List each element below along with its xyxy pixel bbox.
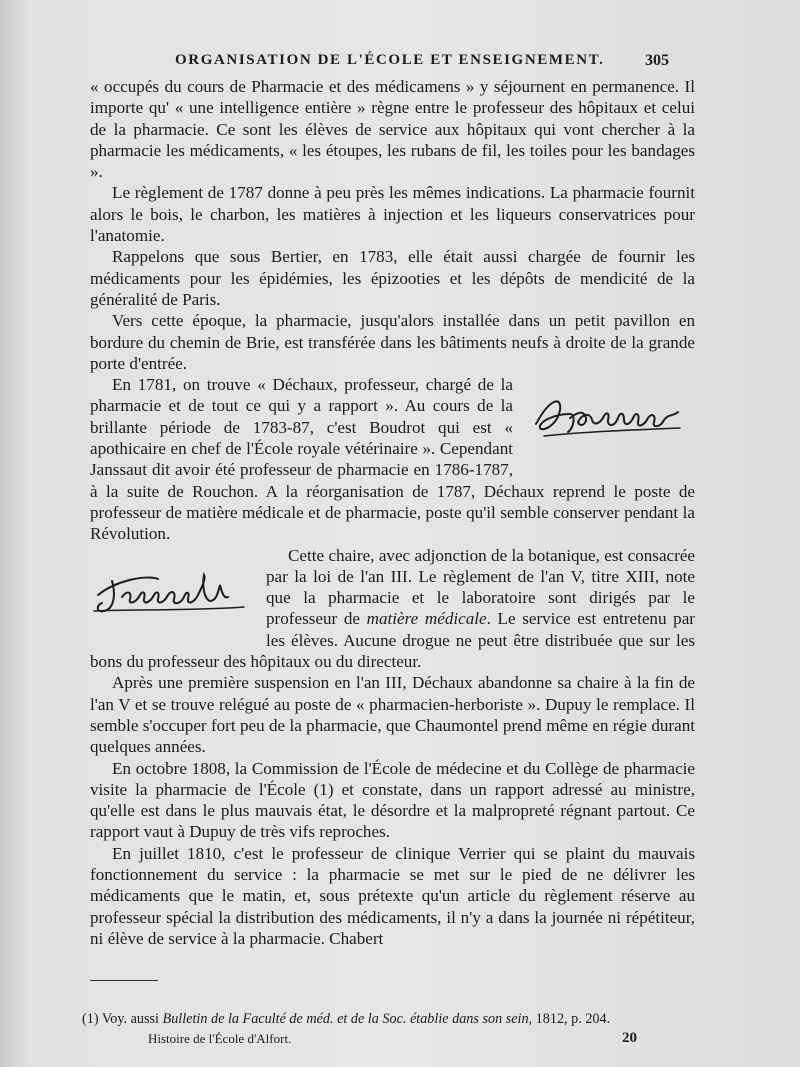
paragraph-8: En octobre 1808, la Commission de l'École de médecine et du Collège de pharmacie visite la pharmacie de l'École (1) et constate, dans un rapport adressé au ministre, qu'elle est dans le plus mauvais état, le désordre et la malpropreté régnant partout. Ce rapport vaut à Dupuy de très vifs reproches. <box>90 758 695 842</box>
dechaux-signature-image <box>530 388 690 448</box>
footnote-lead: Voy. aussi <box>101 1011 159 1027</box>
paragraph-3: Rappelons que sous Bertier, en 1783, elle était aussi chargée de fournir les médicaments pour les épidémies, les épizooties et les dépôts de mendicité de la généralité de Paris. <box>90 247 695 309</box>
paragraph-7: Après une première suspension en l'an III, Déchaux abandonne sa chaire à la fin de l'an V et se trouve relégué au poste de « pharmacien-herboriste ». Dupuy le remplace. Il semble s'occuper fort peu de la pharmacie, que Chaumontel prend même en régie durant quelques années. <box>90 673 695 757</box>
janssaut-signature <box>84 551 252 635</box>
footnote-rule <box>90 980 158 981</box>
paragraph-6-text-b: . Le service est entretenu par les élèves. Aucune drogue ne peut être distribuée que sur les bons du professeur des hôpitaux ou du directeur. <box>90 609 695 672</box>
body-text <box>90 76 695 949</box>
paragraph-6-italic: matière médicale <box>366 609 487 629</box>
running-head: ORGANISATION DE L'ÉCOLE ET ENSEIGNEMENT. <box>175 52 605 68</box>
sheet-number: 20 <box>622 1030 637 1046</box>
paragraph-6-text-a: Cette chaire, avec adjonction de la botanique, est consacrée par la loi de l'an III. Le règlement de l'an V, titre XIII, note que la pharmacie et le laboratoire sont dirigés par le professeur de <box>266 545 695 629</box>
footnote <box>82 1010 694 1028</box>
book-title-signature: Histoire de l'École d'Alfort. <box>148 1031 292 1046</box>
page-header <box>0 52 800 76</box>
paragraph-5: En 1781, on trouve « Déchaux, professeur, chargé de la pharmacie et de tout ce qui y a rapport ». Au cours de la brillante période de 1783-87, c'est Boudrot qui est « apothicaire en chef de l'École royale vétérinaire ». Cependant Janssaut dit avoir été professeur de pharmacie en 1786-1787, à la suite de Rouchon. A la réorganisation de 1787, Déchaux reprend le poste de professeur de matière médicale et de pharmacie, poste qu'il semble conserver pendant la Révolution. <box>90 375 695 544</box>
paragraph-1: « occupés du cours de Pharmacie et des médicamens » y séjournent en permanence. Il importe qu' « une intelligence entière » règne entre le professeur des hôpitaux et celui de la pharmacie. Ce sont les élèves de service aux hôpitaux qui vont chercher à la pharmacie les médicaments, « les étoupes, les rubans de fil, les toiles pour les bandages ». <box>90 77 695 182</box>
footnote-citation: Bulletin de la Faculté de méd. et de la Soc. établie dans son sein <box>162 1011 529 1027</box>
paragraph-2: Le règlement de 1787 donne à peu près les mêmes indications. La pharmacie fournit alors le bois, le charbon, les matières à injection et les liqueurs conservatrices pour l'anatomie. <box>90 183 695 246</box>
paragraph-9: En juillet 1810, c'est le professeur de clinique Verrier qui se plaint du mauvais fonctionnement du service : la pharmacie se met sur le pied de ne délivrer les médicaments que le matin, et, sous prétexte qu'un article du règlement réserve au professeur spécial la distribution des médicaments, il n'y a dans la journée ni répétiteur, ni élève de service à la pharmacie. Chabert <box>90 843 695 948</box>
janssaut-signature-image <box>88 565 248 621</box>
dechaux-signature <box>525 376 695 460</box>
paragraph-4: Vers cette époque, la pharmacie, jusqu'alors installée dans un petit pavillon en bordure du chemin de Brie, est transférée dans les bâtiments neufs à droite de la grande porte d'entrée. <box>90 311 695 373</box>
footnote-marker: (1) <box>82 1011 99 1027</box>
page-number: 305 <box>645 52 669 69</box>
footnote-tail: , 1812, p. 204. <box>528 1011 611 1027</box>
